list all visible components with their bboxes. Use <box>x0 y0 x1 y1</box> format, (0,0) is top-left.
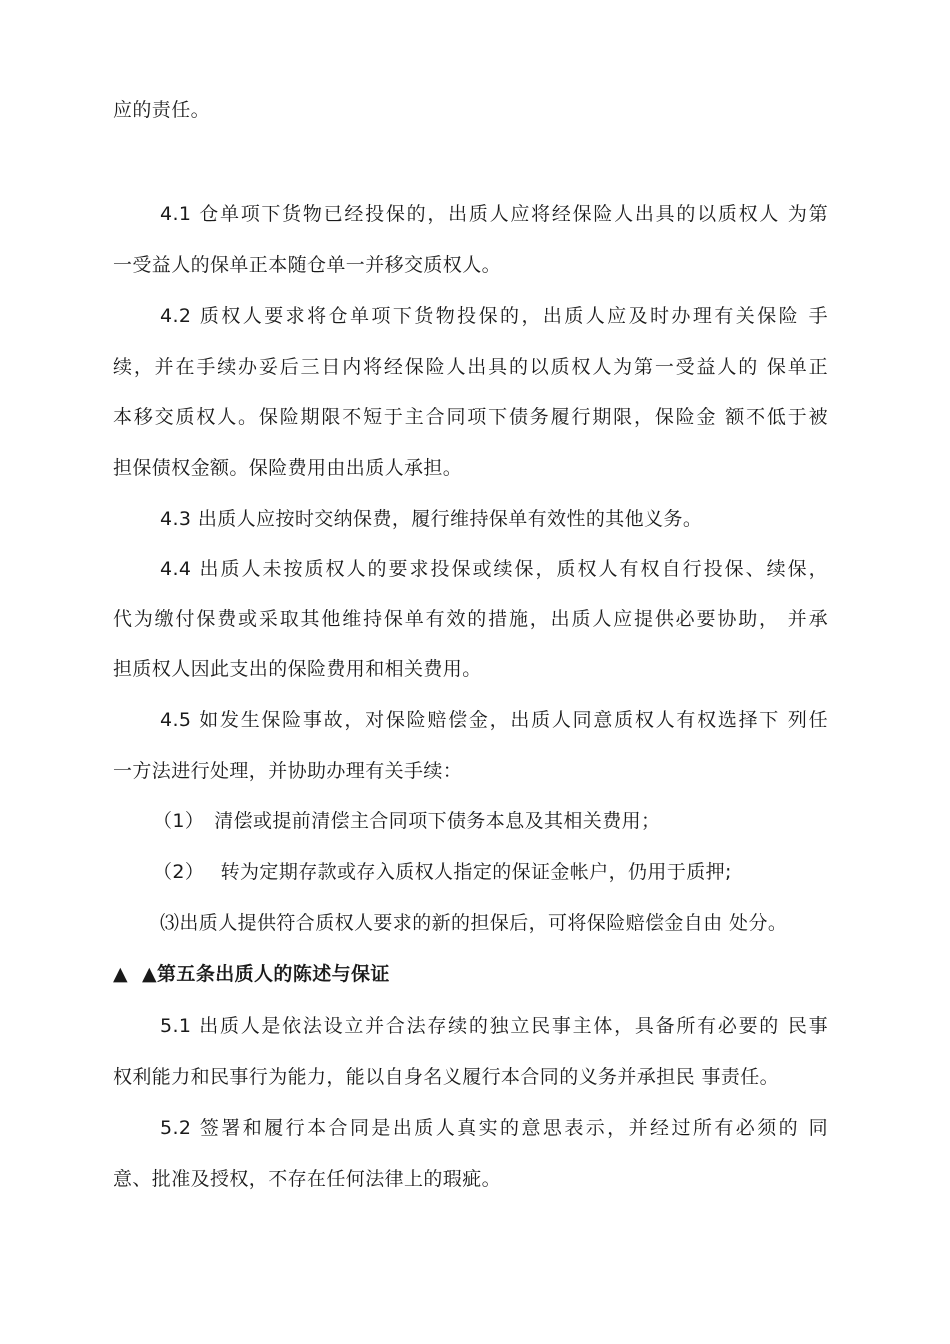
section-heading <box>113 961 390 987</box>
paragraph-line: 一方法进行处理，并协助办理有关手续： <box>113 760 463 782</box>
section-heading-text: ▲第五条出质人的陈述与保证 <box>142 963 390 985</box>
list-item: ⑶出质人提供符合质权人要求的新的担保后，可将保险赔偿金自由 处分。 <box>160 912 788 934</box>
paragraph-line: 4.4 出质人未按质权人的要求投保或续保，质权人有权自行投保、续保， <box>160 558 828 580</box>
list-item: （1） 清偿或提前清偿主合同项下债务本息及其相关费用； <box>153 810 661 832</box>
paragraph-line: 意、批准及授权，不存在任何法律上的瑕疵。 <box>113 1168 502 1190</box>
paragraph-line: 权利能力和民事行为能力，能以自身名义履行本合同的义务并承担民 事责任。 <box>113 1066 780 1088</box>
list-item: （2） 转为定期存款或存入质权人指定的保证金帐户，仍用于质押; <box>153 861 732 883</box>
paragraph-line: 4.3 出质人应按时交纳保费，履行维持保单有效性的其他义务。 <box>160 508 703 530</box>
paragraph-line: 担保债权金额。保险费用由出质人承担。 <box>113 457 463 479</box>
paragraph-line: 担质权人因此支出的保险费用和相关费用。 <box>113 658 482 680</box>
triangle-bullet-icon: ▲ <box>113 963 129 985</box>
paragraph-line: 5.1 出质人是依法设立并合法存续的独立民事主体，具备所有必要的 民事 <box>160 1015 828 1037</box>
paragraph-line: 应的责任。 <box>113 99 211 121</box>
paragraph-line: 4.5 如发生保险事故，对保险赔偿金，出质人同意质权人有权选择下 列任 <box>160 709 828 731</box>
paragraph-line: 代为缴付保费或采取其他维持保单有效的措施，出质人应提供必要协助， 并承 <box>113 608 828 630</box>
paragraph-line: 一受益人的保单正本随仓单一并移交质权人。 <box>113 254 502 276</box>
paragraph-line: 4.2 质权人要求将仓单项下货物投保的，出质人应及时办理有关保险 手 <box>160 305 828 327</box>
paragraph-line: 5.2 签署和履行本合同是出质人真实的意思表示，并经过所有必须的 同 <box>160 1117 828 1139</box>
paragraph-line: 4.1 仓单项下货物已经投保的，出质人应将经保险人出具的以质权人 为第 <box>160 203 828 225</box>
paragraph-line: 续，并在手续办妥后三日内将经保险人出具的以质权人为第一受益人的 保单正 <box>113 356 828 378</box>
paragraph-line: 本移交质权人。保险期限不短于主合同项下债务履行期限，保险金 额不低于被 <box>113 406 828 428</box>
